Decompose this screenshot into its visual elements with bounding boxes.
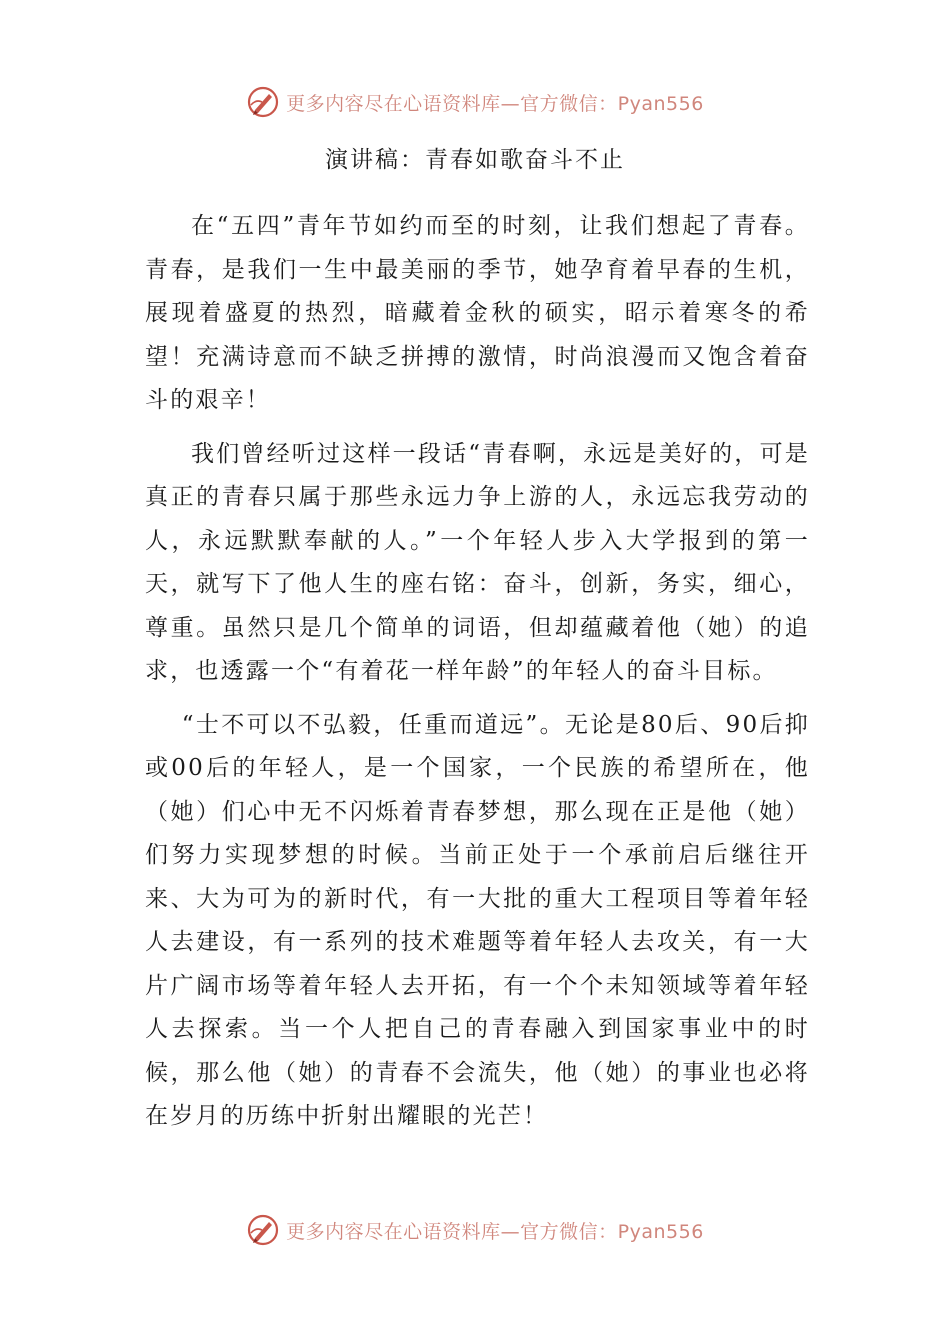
paragraph: “士不可以不弘毅，任重而道远”。无论是80后、90后抑或00后的年轻人，是一个国家，一个民族的希望所在，他（她）们心中无不闪烁着青春梦想，那么现在正是他（她）们努力实现梦想的时候。当前正处于一个承前启后继往开来、大为可为的新时代，有一大批的重大工程项目等着年轻人去建设，有一系列的技术难题等着年轻人去攻关，有一大片广阔市场等着年轻人去开拓，有一个个未知领域等着年轻人去探索。当一个人把自己的青春融入到国家事业中的时候，那么他（她）的青春不会流失，他（她）的事业也必将在岁月的历练中折射出耀眼的光芒！	[145, 711, 810, 1129]
document-title: 演讲稿：青春如歌奋斗不止	[325, 147, 625, 173]
paragraph: 在“五四”青年节如约而至的时刻，让我们想起了青春。青春，是我们一生中最美丽的季节，她孕育着早春的生机，展现着盛夏的热烈，暗藏着金秋的硕实，昭示着寒冬的希望！充满诗意而不缺乏拼搏的激情，时尚浪漫而又饱含着奋斗的艰辛！	[145, 213, 810, 413]
pen-logo-icon	[246, 85, 280, 119]
header-watermark-banner	[0, 84, 950, 120]
paragraph: 我们曾经听过这样一段话“青春啊，永远是美好的，可是真正的青春只属于那些永远力争上游的人，永远忘我劳动的人，永远默默奉献的人。”一个年轻人步入大学报到的第一天，就写下了他人生的座右铭：奋斗，创新，务实，细心，尊重。虽然只是几个简单的词语，但却蕴藏着他（她）的追求，也透露一个“有着花一样年龄”的年轻人的奋斗目标。	[145, 440, 810, 684]
pen-logo-icon	[246, 1213, 280, 1247]
footer-banner-text: 更多内容尽在心语资料库—官方微信：Pyan556	[286, 1220, 704, 1243]
header-banner-text: 更多内容尽在心语资料库—官方微信：Pyan556	[286, 92, 704, 115]
footer-watermark-banner	[0, 1212, 950, 1248]
document-body	[145, 205, 810, 1149]
